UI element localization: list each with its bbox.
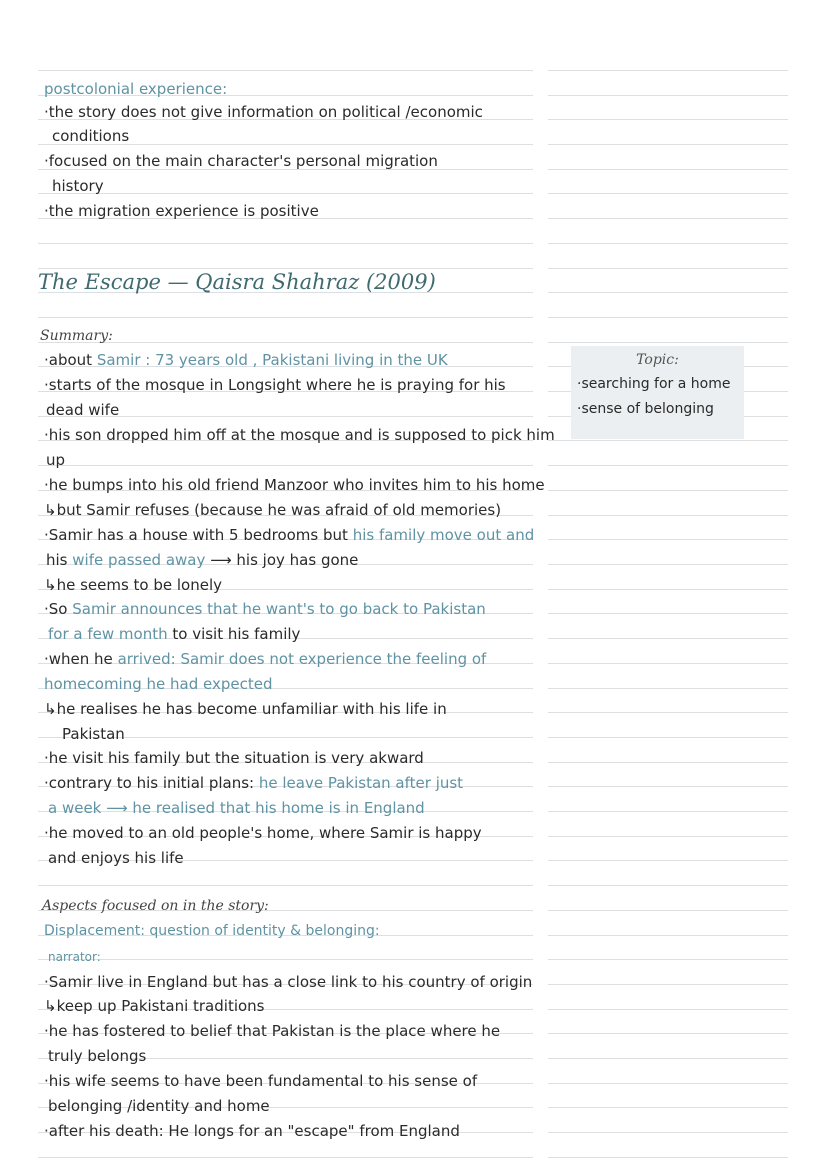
rule-line — [548, 910, 788, 911]
rule-line — [548, 564, 788, 565]
summary-line-12-a: for a few month — [48, 625, 168, 643]
summary-line-2: ·starts of the mosque in Longsight where he is praying for his — [44, 376, 506, 394]
postcolonial-line-3: ·focused on the main character's personal migration — [44, 152, 438, 170]
rule-line — [548, 762, 788, 763]
rule-line — [548, 95, 788, 96]
summary-line-8-a: ·Samir has a house with 5 bedrooms but — [44, 526, 353, 544]
rule-line — [38, 317, 533, 318]
rule-line — [548, 860, 788, 861]
rule-line — [548, 342, 788, 343]
summary-line-18-a: ·contrary to his initial plans: — [44, 774, 259, 792]
summary-line-19 — [48, 799, 425, 817]
summary-line-9-b: wife passed away — [72, 551, 206, 569]
summary-line-14: homecoming he had expected — [44, 675, 273, 693]
rule-line — [548, 1107, 788, 1108]
summary-label: Summary: — [40, 328, 113, 344]
summary-line-10: ↳he seems to be lonely — [44, 576, 223, 594]
topic-item-1: ·searching for a home — [577, 376, 731, 392]
rule-line — [548, 1083, 788, 1084]
rule-line — [548, 1132, 788, 1133]
summary-line-9 — [46, 551, 358, 569]
summary-line-9-c: ⟶ his joy has gone — [205, 551, 359, 569]
aspects-line-5: ·his wife seems to have been fundamental to his sense of — [44, 1072, 478, 1090]
rule-line — [548, 811, 788, 812]
rule-line — [548, 119, 788, 120]
rule-line — [548, 292, 788, 293]
story-title: The Escape — Qaisra Shahraz (2009) — [38, 270, 436, 294]
summary-line-20: ·he moved to an old people's home, where Samir is happy — [44, 824, 482, 842]
aspects-line-7: ·after his death: He longs for an "escape" from England — [44, 1122, 460, 1140]
summary-line-12-b: to visit his family — [167, 625, 301, 643]
rule-line — [548, 737, 788, 738]
aspects-label: Aspects focused on in the story: — [42, 898, 269, 914]
summary-line-1-b: Samir : 73 years old , Pakistani living in the UK — [96, 351, 448, 369]
summary-line-5: up — [46, 451, 66, 469]
summary-line-11 — [44, 600, 486, 618]
rule-line — [548, 193, 788, 194]
rule-line — [548, 490, 788, 491]
rule-line — [548, 589, 788, 590]
summary-line-16: Pakistan — [62, 725, 125, 743]
postcolonial-line-5: ·the migration experience is positive — [44, 202, 319, 220]
rule-line — [548, 317, 788, 318]
rule-line — [548, 663, 788, 664]
topic-item-2: ·sense of belonging — [577, 401, 714, 417]
rule-line — [548, 144, 788, 145]
summary-line-21: and enjoys his life — [48, 849, 184, 867]
rule-line — [38, 70, 533, 71]
summary-line-1-a: ·about — [44, 351, 97, 369]
rule-line — [548, 688, 788, 689]
rule-line — [548, 465, 788, 466]
rule-line — [38, 959, 533, 960]
rule-line — [548, 1033, 788, 1034]
summary-line-9-a: his — [46, 551, 73, 569]
aspects-line-1: ·Samir live in England but has a close link to his country of origin — [44, 973, 533, 991]
summary-line-13-a: ·when he — [44, 650, 118, 668]
summary-line-8 — [44, 526, 534, 544]
rule-line — [548, 539, 788, 540]
summary-line-13 — [44, 650, 486, 668]
summary-line-1 — [44, 351, 448, 369]
summary-line-15: ↳he realises he has become unfamiliar with his life in — [44, 700, 447, 718]
postcolonial-line-2: conditions — [52, 127, 130, 145]
rule-line — [548, 613, 788, 614]
rule-line — [548, 515, 788, 516]
summary-line-18 — [44, 774, 463, 792]
rule-line — [38, 243, 533, 244]
summary-line-17: ·he visit his family but the situation is very akward — [44, 749, 424, 767]
postcolonial-line-4: history — [52, 177, 104, 195]
rule-line — [548, 935, 788, 936]
rule-line — [548, 268, 788, 269]
rule-line — [38, 268, 533, 269]
summary-line-7: ↳but Samir refuses (because he was afraid of old memories) — [44, 501, 502, 519]
summary-line-19-a: a week — [48, 799, 107, 817]
aspects-subheading: Displacement: question of identity & belonging: — [44, 923, 380, 939]
rule-line — [548, 984, 788, 985]
rule-line — [548, 638, 788, 639]
aspects-line-4: truly belongs — [48, 1047, 147, 1065]
summary-line-8-b: his family move out and — [352, 526, 535, 544]
topic-box — [571, 346, 744, 439]
rule-line — [548, 1009, 788, 1010]
rule-line — [548, 70, 788, 71]
rule-line — [548, 712, 788, 713]
summary-line-3: dead wife — [46, 401, 120, 419]
postcolonial-line-1: ·the story does not give information on political /economic — [44, 103, 483, 121]
summary-line-11-b: Samir announces that he want's to go back to Pakistan — [72, 600, 486, 618]
summary-line-18-b: he leave Pakistan after just — [258, 774, 464, 792]
summary-line-11-a: ·So — [44, 600, 73, 618]
rule-line — [548, 836, 788, 837]
rule-line — [38, 193, 533, 194]
summary-line-19-b: ⟶ he realised that his home is in England — [106, 799, 425, 817]
rule-line — [38, 465, 533, 466]
rule-line — [548, 1157, 788, 1158]
aspects-narrator: narrator: — [48, 950, 101, 964]
rule-line — [548, 1058, 788, 1059]
rule-line — [548, 440, 788, 441]
summary-line-13-b: arrived: Samir does not experience the feeling of — [117, 650, 487, 668]
postcolonial-heading: postcolonial experience: — [44, 80, 228, 98]
rule-line — [38, 1157, 533, 1158]
topic-title: Topic: — [636, 352, 679, 368]
rule-line — [38, 885, 533, 886]
rule-line — [548, 959, 788, 960]
rule-line — [548, 218, 788, 219]
summary-line-12 — [48, 625, 300, 643]
rule-line — [548, 786, 788, 787]
summary-line-6: ·he bumps into his old friend Manzoor who invites him to his home — [44, 476, 545, 494]
rule-line — [548, 243, 788, 244]
aspects-line-6: belonging /identity and home — [48, 1097, 270, 1115]
aspects-line-2: ↳keep up Pakistani traditions — [44, 997, 265, 1015]
rule-line — [548, 169, 788, 170]
rule-line — [548, 885, 788, 886]
summary-line-4: ·his son dropped him off at the mosque and is supposed to pick him — [44, 426, 555, 444]
aspects-line-3: ·he has fostered to belief that Pakistan is the place where he — [44, 1022, 501, 1040]
